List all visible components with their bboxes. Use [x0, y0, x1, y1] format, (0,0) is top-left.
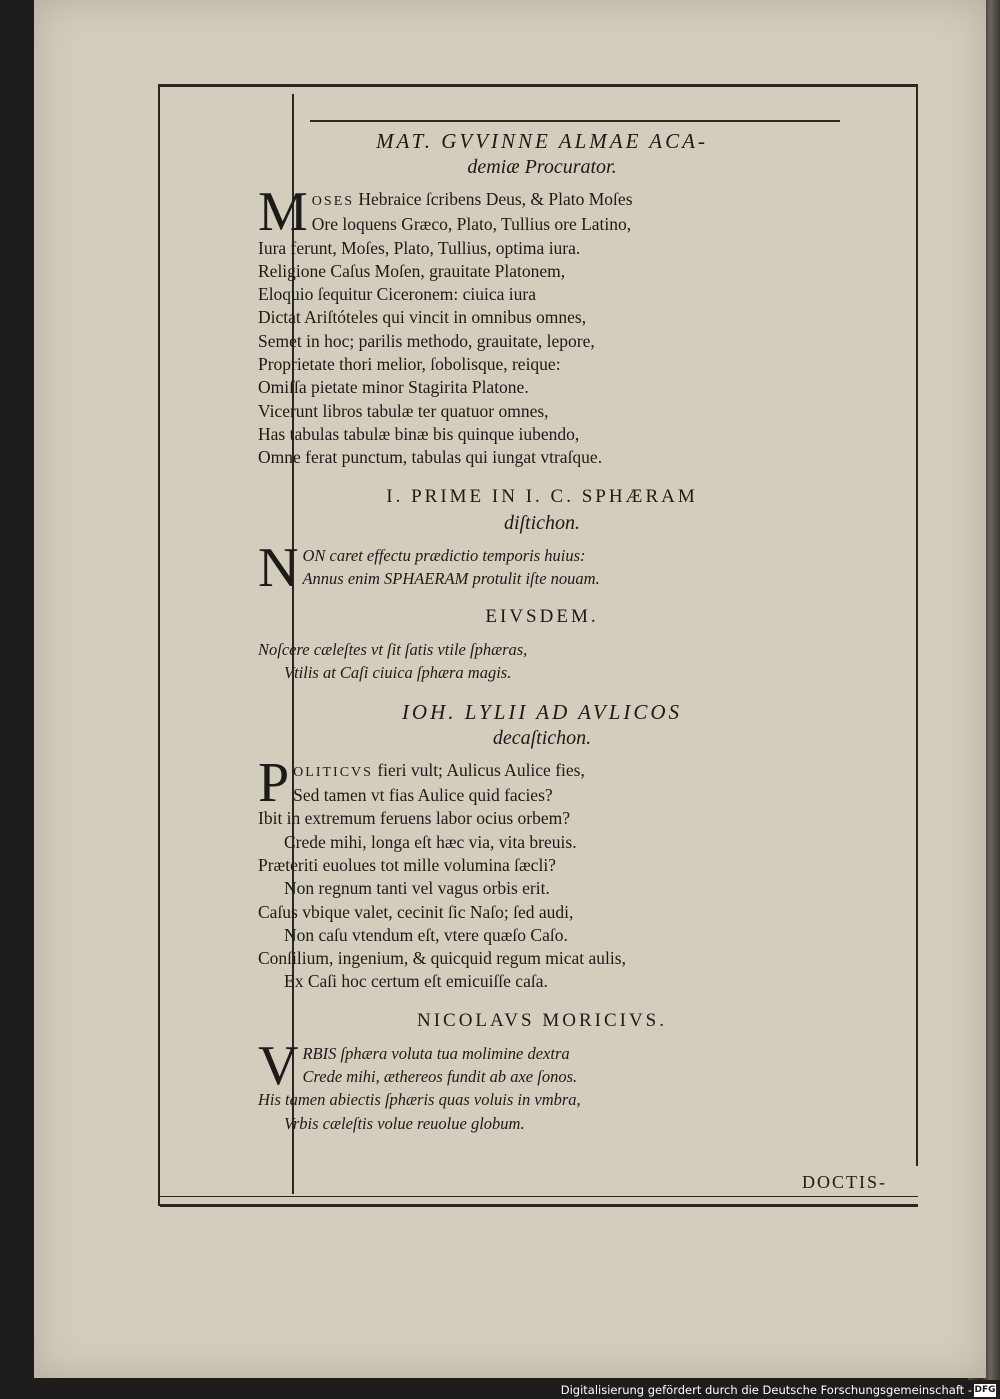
- verse-line: Omne ferat punctum, tabulas qui iungat vtraſque.: [258, 447, 603, 468]
- poem-heading-continued: demiæ Procurator.: [467, 156, 617, 178]
- verse-line: Crede mihi, longa eſt hæc via, vita breuis.: [284, 831, 577, 852]
- verse-lines: [258, 1088, 822, 1135]
- verse-line: Conſilium, ingenium, & quicquid regum micat aulis,: [258, 948, 626, 969]
- verse-line: Dictat Ariſtóteles qui vincit in omnibus omnes,: [258, 307, 587, 328]
- drop-cap: V: [258, 1034, 299, 1097]
- verse-line: Ore loquens Græco, Plato, Tullius ore Latino,: [311, 214, 632, 235]
- poem-heading: EIVSDEM.: [485, 606, 599, 628]
- poem-prime-sphaera: [258, 484, 822, 599]
- verse-lines: [262, 544, 822, 591]
- first-word-smallcaps: OLITICVS: [293, 764, 373, 780]
- poem-heading-continued: diſtichon.: [503, 511, 581, 534]
- verse-line: Omiſſa pietate minor Stagirita Platone.: [258, 377, 529, 398]
- verse-line: Eloquio ſequitur Ciceronem: ciuica iura: [258, 284, 536, 305]
- verse-line: Vrbis cæleſtis volue reuolue globum.: [284, 1113, 525, 1133]
- drop-cap: P: [258, 751, 290, 814]
- verse-line: ON caret effectu prædictio temporis huius:: [302, 545, 586, 565]
- inner-bottom-rule: [160, 1196, 918, 1197]
- poem-heading-continued: decaſtichon.: [492, 726, 592, 749]
- digitization-footer: [0, 1382, 1000, 1399]
- verse-line: Caſus vbique valet, cecinit ſic Naſo; ſed audi,: [258, 901, 574, 922]
- verse-line: Annus enim SPHAERAM protulit iſte nouam.: [302, 568, 600, 588]
- verse-line: Proprietate thori melior, ſobolisque, reique:: [258, 354, 561, 375]
- verse-line: Iura ferunt, Moſes, Plato, Tullius, optima iura.: [258, 237, 581, 258]
- poem-heading: NICOLAVS MORICIVS.: [416, 1009, 667, 1031]
- first-word-smallcaps: OSES: [311, 194, 355, 209]
- right-frame-rule: [916, 86, 918, 1166]
- bottom-border-rule: [160, 1204, 918, 1207]
- verse-lines: [258, 638, 822, 685]
- verse-line: Ibit in extremum feruens labor ocius orbem?: [258, 808, 570, 829]
- dfg-logo-icon: DFG: [974, 1385, 996, 1395]
- verse-line: Ex Caſi hoc certum eſt emicuiſſe caſa.: [284, 971, 548, 992]
- drop-cap: N: [258, 536, 299, 599]
- verse-line: Non caſu vtendum eſt, vtere quæſo Caſo.: [284, 924, 568, 945]
- verse-line: RBIS ſphæra voluta tua molimine dextra: [302, 1043, 570, 1063]
- verse-line: Religione Caſus Moſen, grauitate Platonem,: [258, 260, 566, 281]
- poem-eiusdem: [258, 604, 822, 685]
- poem-lyly: [258, 699, 822, 994]
- verse-lines: [262, 1042, 822, 1089]
- left-frame-rule: [158, 86, 160, 1206]
- poem-heading: I. PRIME IN I. C. SPHÆRAM: [386, 485, 698, 507]
- poem-heading: IOH. LYLII AD AVLICOS: [401, 699, 683, 724]
- poems-block: [258, 128, 822, 1135]
- funding-credit: Digitalisierung gefördert durch die Deutsche Forschungsgemeinschaft -: [560, 1383, 972, 1397]
- verse-line: His tamen abiectis ſphæris quas voluis in vmbra,: [258, 1090, 581, 1110]
- inner-top-rule: [310, 120, 840, 122]
- verse-lines: [258, 807, 822, 993]
- drop-cap: M: [258, 181, 308, 243]
- verse-lines: [258, 237, 822, 470]
- verse-line: Sed tamen vt fias Aulice quid facies?: [293, 785, 553, 806]
- verse-line: Non regnum tanti vel vagus orbis erit.: [284, 878, 550, 899]
- verse-line: Crede mihi, æthereos fundit ab axe ſonos.: [302, 1067, 578, 1087]
- top-border-rule: [158, 84, 918, 87]
- verse-line: Vicerunt libros tabulæ ter quatuor omnes,: [258, 400, 549, 421]
- catchword: DOCTIS-: [802, 1172, 887, 1192]
- verse-line: Hebraice ſcribens Deus, & Plato Moſes: [354, 189, 633, 209]
- poem-moricius: [258, 1008, 822, 1135]
- poem-gwinne: [258, 128, 822, 470]
- verse-line: fieri vult; Aulicus Aulice fies,: [372, 759, 585, 780]
- verse-line: Præteriti euolues tot mille volumina ſæcli?: [258, 854, 556, 875]
- verse-line: Semet in hoc; parilis methodo, grauitate, lepore,: [258, 330, 595, 351]
- poem-heading: MAT. GVVINNE ALMAE ACA-: [376, 129, 708, 153]
- verse-line: Noſcere cæleſtes vt ſit ſatis vtile ſphæras,: [258, 640, 528, 660]
- verse-line: Has tabulas tabulæ binæ bis quinque iubendo,: [258, 423, 580, 444]
- verse-lines: [262, 188, 822, 237]
- verse-line: Vtilis at Caſi ciuica ſphæra magis.: [284, 663, 512, 683]
- verse-lines: [262, 759, 822, 808]
